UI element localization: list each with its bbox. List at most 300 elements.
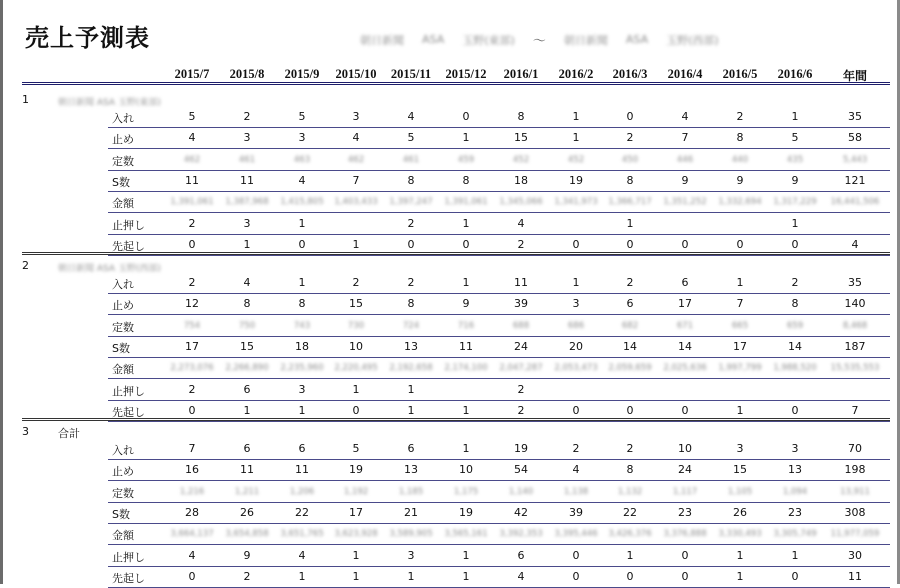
table-cell: 6	[517, 548, 525, 562]
table-cell: 665	[731, 320, 749, 331]
table-cell: 0	[681, 548, 689, 562]
table-cell: 6	[243, 442, 251, 455]
table-cell: 3,654,858	[225, 529, 269, 540]
table-cell: 750	[238, 320, 256, 331]
table-cell: 8	[791, 297, 799, 311]
row-label: 金額	[112, 363, 134, 377]
table-cell: 8	[462, 173, 470, 187]
table-cell: 1,341,973	[554, 197, 598, 208]
table-cell: 11	[848, 569, 862, 583]
table-cell: 4	[851, 237, 859, 251]
table-cell: 0	[462, 110, 470, 123]
table-cell: 1	[352, 548, 360, 562]
table-cell: 1,206	[289, 486, 315, 497]
table-cell: 15	[514, 131, 528, 145]
table-cell: 1	[462, 569, 470, 583]
table-cell: 14	[788, 339, 802, 353]
table-cell: 1,117	[672, 486, 698, 497]
table-cell: 1	[736, 548, 744, 562]
row-label: 金額	[112, 529, 134, 543]
table-cell: 1	[462, 216, 470, 230]
table-cell: 2	[407, 216, 415, 230]
table-cell: 0	[791, 569, 799, 583]
table-cell: 1,211	[234, 486, 260, 497]
row-label: 先起し	[112, 239, 145, 253]
table-cell: 0	[572, 569, 580, 583]
table-cell: 23	[788, 505, 802, 519]
section-name: 合計	[58, 427, 80, 440]
table-cell: 1,094	[782, 486, 808, 497]
table-cell: 682	[621, 320, 639, 331]
table-cell: 15,535,553	[830, 363, 880, 374]
table-cell: 1	[243, 237, 251, 251]
table-cell: 3	[791, 442, 799, 455]
table-cell: 16	[185, 463, 199, 477]
table-cell: 11	[295, 463, 309, 477]
row-label: 入れ	[112, 112, 134, 125]
column-header-month: 2016/5	[722, 67, 758, 81]
table-cell: 2	[188, 382, 196, 396]
row-label: 止め	[112, 465, 134, 479]
table-cell: 4	[298, 173, 306, 187]
table-cell: 6	[626, 297, 634, 311]
table-cell: 26	[240, 505, 254, 519]
table-cell: 9	[462, 297, 470, 311]
table-cell: 2	[517, 382, 525, 396]
table-cell: 4	[517, 569, 525, 583]
table-row	[0, 272, 900, 294]
row-label: 定数	[112, 486, 134, 500]
table-cell: 2	[572, 442, 580, 455]
section-number: 1	[22, 93, 29, 106]
table-cell: 9	[681, 173, 689, 187]
table-cell: 461	[402, 154, 420, 165]
table-row	[0, 379, 900, 401]
table-cell: 0	[626, 569, 634, 583]
table-cell: 28	[185, 505, 199, 519]
table-cell: 1	[298, 276, 306, 289]
table-cell: 4	[188, 548, 196, 562]
table-cell: 2	[188, 216, 196, 230]
table-cell: 18	[295, 339, 309, 353]
section-name: 朝日新聞 ASA 玉野(西部)	[58, 264, 161, 274]
header-range	[360, 30, 719, 49]
column-header-month: 2015/7	[174, 67, 210, 81]
table-cell: 3,651,765	[280, 529, 324, 540]
table-cell: 2	[626, 442, 634, 455]
table-cell: 2	[188, 276, 196, 289]
table-cell: 15	[349, 297, 363, 311]
table-cell: 0	[188, 403, 196, 417]
table-cell: 2,192,658	[389, 363, 433, 374]
column-header-month: 2015/11	[390, 67, 432, 81]
table-cell: 1	[736, 569, 744, 583]
table-cell: 4	[517, 216, 525, 230]
table-cell: 7	[851, 403, 859, 417]
row-label: S数	[112, 341, 130, 355]
table-cell: 3,305,749	[773, 529, 817, 540]
table-cell: 20	[569, 339, 583, 353]
table-cell: 686	[567, 320, 585, 331]
table-cell: 0	[681, 569, 689, 583]
table-cell: 3,376,888	[663, 529, 707, 540]
table-cell: 19	[514, 442, 528, 455]
table-cell: 2,053,473	[554, 363, 598, 374]
table-row	[0, 191, 900, 213]
table-row	[0, 459, 900, 481]
table-cell: 19	[569, 173, 583, 187]
table-cell: 30	[848, 548, 862, 562]
table-cell: 1	[462, 442, 470, 455]
table-cell: 2	[626, 131, 634, 145]
table-cell: 3,664,137	[170, 529, 214, 540]
table-cell: 743	[293, 320, 311, 331]
table-cell: 7	[736, 297, 744, 311]
table-cell: 2	[352, 276, 360, 289]
row-label: 止押し	[112, 218, 145, 232]
table-cell: 0	[626, 403, 634, 417]
table-cell: 1	[736, 276, 744, 289]
table-cell: 10	[678, 442, 692, 455]
table-cell: 1,351,252	[663, 197, 707, 208]
column-header-month: 2016/6	[777, 67, 813, 81]
table-cell: 14	[678, 339, 692, 353]
header-double-rule	[22, 82, 890, 85]
table-cell: 1,140	[508, 486, 534, 497]
table-cell: 18	[514, 173, 528, 187]
table-cell: 2	[517, 403, 525, 417]
table-cell: 16,441,506	[830, 197, 880, 208]
table-cell: 1	[407, 569, 415, 583]
table-cell: 6	[681, 276, 689, 289]
range-from-area: 玉野(東部)	[462, 33, 515, 47]
table-cell: 17	[185, 339, 199, 353]
table-cell: 9	[791, 173, 799, 187]
table-cell: 9	[243, 548, 251, 562]
table-row	[0, 149, 900, 171]
page-title: 売上予測表	[25, 23, 150, 52]
table-cell: 6	[243, 382, 251, 396]
table-cell: 0	[572, 548, 580, 562]
table-cell: 19	[459, 505, 473, 519]
table-cell: 2	[626, 276, 634, 289]
table-cell: 6	[407, 442, 415, 455]
table-cell: 730	[347, 320, 365, 331]
table-cell: 1	[462, 131, 470, 145]
table-cell: 446	[676, 154, 694, 165]
table-cell: 26	[733, 505, 747, 519]
table-cell: 3,330,493	[718, 529, 762, 540]
column-header-month: 2016/3	[612, 67, 648, 81]
range-from-asa: ASA	[422, 33, 445, 46]
table-cell: 5	[298, 110, 306, 123]
table-cell: 70	[848, 442, 862, 455]
row-label: 定数	[112, 154, 134, 168]
table-row	[0, 293, 900, 315]
table-cell: 11	[514, 276, 528, 289]
table-cell: 17	[678, 297, 692, 311]
row-label: 先起し	[112, 405, 145, 419]
table-cell: 12	[185, 297, 199, 311]
table-cell: 0	[736, 237, 744, 251]
table-cell: 0	[791, 237, 799, 251]
section-number: 3	[22, 425, 29, 438]
column-header-month: 2016/2	[558, 67, 594, 81]
table-cell: 2,174,100	[444, 363, 488, 374]
table-cell: 35	[848, 110, 862, 123]
table-cell: 11,977,059	[830, 529, 880, 540]
table-cell: 14	[623, 339, 637, 353]
table-cell: 1,387,968	[225, 197, 269, 208]
table-cell: 2,059,659	[608, 363, 652, 374]
table-cell: 21	[404, 505, 418, 519]
table-cell: 1,185	[398, 486, 424, 497]
table-cell: 2	[243, 110, 251, 123]
table-cell: 1,216	[179, 486, 205, 497]
table-cell: 0	[626, 110, 634, 123]
table-cell: 11	[185, 173, 199, 187]
column-header-month: 2015/12	[445, 67, 487, 81]
table-cell: 452	[567, 154, 585, 165]
table-cell: 463	[293, 154, 311, 165]
table-cell: 9	[736, 173, 744, 187]
table-cell: 1,317,229	[773, 197, 817, 208]
table-cell: 8	[626, 173, 634, 187]
row-label: 定数	[112, 320, 134, 334]
table-cell: 2	[517, 237, 525, 251]
table-cell: 42	[514, 505, 528, 519]
table-cell: 2,266,890	[225, 363, 269, 374]
table-cell: 54	[514, 463, 528, 477]
table-row	[0, 438, 900, 460]
table-cell: 6	[298, 442, 306, 455]
table-cell: 1,403,433	[334, 197, 378, 208]
column-header-month: 2015/9	[284, 67, 320, 81]
table-row	[0, 523, 900, 545]
table-cell: 121	[844, 173, 866, 187]
table-cell: 3,589,905	[389, 529, 433, 540]
table-cell: 1	[298, 569, 306, 583]
table-row	[0, 545, 900, 567]
table-cell: 671	[676, 320, 694, 331]
table-cell: 4	[572, 463, 580, 477]
table-cell: 8	[243, 297, 251, 311]
table-cell: 1	[736, 403, 744, 417]
table-cell: 461	[238, 154, 256, 165]
table-cell: 1	[791, 216, 799, 230]
column-header-month: 2015/10	[335, 67, 377, 81]
column-header-annual: 年間	[842, 69, 867, 83]
table-cell: 1,105	[727, 486, 753, 497]
table-cell: 716	[457, 320, 475, 331]
table-cell: 1,391,061	[170, 197, 214, 208]
row-label: 止押し	[112, 550, 145, 564]
table-cell: 11	[240, 463, 254, 477]
table-cell: 0	[572, 237, 580, 251]
table-cell: 0	[352, 403, 360, 417]
table-cell: 2	[243, 569, 251, 583]
table-cell: 3	[572, 297, 580, 311]
row-label: 止め	[112, 133, 134, 147]
table-cell: 10	[349, 339, 363, 353]
table-cell: 13	[404, 463, 418, 477]
table-row	[0, 127, 900, 149]
table-cell: 688	[512, 320, 530, 331]
table-cell: 1	[572, 276, 580, 289]
table-cell: 11	[459, 339, 473, 353]
table-cell: 4	[352, 131, 360, 145]
table-cell: 462	[347, 154, 365, 165]
section-number: 2	[22, 259, 29, 272]
table-cell: 4	[188, 131, 196, 145]
table-cell: 1,138	[563, 486, 589, 497]
row-label: 金額	[112, 197, 134, 211]
table-cell: 13	[788, 463, 802, 477]
table-cell: 3,565,161	[444, 529, 488, 540]
table-cell: 3	[298, 131, 306, 145]
row-label: 入れ	[112, 278, 134, 291]
table-row	[0, 213, 900, 235]
table-cell: 1	[298, 403, 306, 417]
table-cell: 5	[791, 131, 799, 145]
row-label: 入れ	[112, 444, 134, 457]
table-cell: 5	[352, 442, 360, 455]
column-header-month: 2016/1	[503, 67, 539, 81]
table-cell: 1	[352, 237, 360, 251]
table-cell: 58	[848, 131, 862, 145]
table-cell: 39	[569, 505, 583, 519]
table-row	[0, 357, 900, 379]
table-cell: 1	[298, 216, 306, 230]
table-cell: 17	[733, 339, 747, 353]
table-cell: 1,332,694	[718, 197, 762, 208]
table-cell: 0	[572, 403, 580, 417]
table-cell: 3,395,446	[554, 529, 598, 540]
table-cell: 659	[786, 320, 804, 331]
table-cell: 1	[407, 403, 415, 417]
table-cell: 452	[512, 154, 530, 165]
table-cell: 8,468	[842, 320, 868, 331]
table-cell: 1,415,805	[280, 197, 324, 208]
table-cell: 1	[462, 276, 470, 289]
table-cell: 0	[188, 569, 196, 583]
table-cell: 2	[407, 276, 415, 289]
table-cell: 4	[407, 110, 415, 123]
table-cell: 0	[407, 237, 415, 251]
row-label: 止押し	[112, 384, 145, 398]
table-cell: 2	[791, 276, 799, 289]
table-cell: 5	[188, 110, 196, 123]
table-cell: 24	[678, 463, 692, 477]
table-cell: 35	[848, 276, 862, 289]
table-cell: 308	[844, 505, 866, 519]
table-cell: 3,392,353	[499, 529, 543, 540]
table-cell: 5,443	[842, 154, 868, 165]
table-cell: 4	[298, 548, 306, 562]
table-cell: 1,988,520	[773, 363, 817, 374]
table-cell: 3,426,376	[608, 529, 652, 540]
table-cell: 1	[626, 216, 634, 230]
column-header-row	[0, 67, 900, 83]
table-cell: 13,911	[840, 486, 870, 497]
table-cell: 8	[517, 110, 525, 123]
table-row	[0, 106, 900, 128]
table-row	[0, 170, 900, 192]
row-label: 止め	[112, 299, 134, 313]
table-cell: 450	[621, 154, 639, 165]
table-cell: 0	[188, 237, 196, 251]
table-cell: 3	[298, 382, 306, 396]
column-header-month: 2016/4	[667, 67, 703, 81]
row-label: 先起し	[112, 571, 145, 585]
table-cell: 7	[188, 442, 196, 455]
table-row	[0, 502, 900, 524]
table-cell: 1	[352, 382, 360, 396]
table-row	[0, 566, 900, 588]
table-cell: 8	[736, 131, 744, 145]
table-cell: 1,175	[453, 486, 479, 497]
table-cell: 0	[681, 403, 689, 417]
section-separator	[22, 252, 890, 255]
range-from-newspaper: 朝日新聞	[360, 33, 404, 47]
table-cell: 1	[572, 110, 580, 123]
table-cell: 2	[736, 110, 744, 123]
table-cell: 0	[298, 237, 306, 251]
table-cell: 8	[407, 173, 415, 187]
table-cell: 8	[626, 463, 634, 477]
table-cell: 23	[678, 505, 692, 519]
table-cell: 7	[352, 173, 360, 187]
table-cell: 1,192	[343, 486, 369, 497]
table-cell: 1,391,061	[444, 197, 488, 208]
table-cell: 13	[404, 339, 418, 353]
table-cell: 724	[402, 320, 420, 331]
row-label: S数	[112, 507, 130, 521]
table-cell: 17	[349, 505, 363, 519]
table-cell: 1	[791, 548, 799, 562]
table-cell: 2,047,287	[499, 363, 543, 374]
range-to-newspaper: 朝日新聞	[563, 33, 608, 47]
table-cell: 1	[243, 403, 251, 417]
table-cell: 3	[243, 131, 251, 145]
table-cell: 1	[572, 131, 580, 145]
table-cell: 8	[298, 297, 306, 311]
table-cell: 4	[243, 276, 251, 289]
table-cell: 10	[459, 463, 473, 477]
range-tilde: 〜	[532, 34, 546, 49]
table-cell: 440	[731, 154, 749, 165]
table-cell: 3	[407, 548, 415, 562]
table-cell: 1	[352, 569, 360, 583]
table-cell: 22	[295, 505, 309, 519]
table-cell: 1	[462, 403, 470, 417]
row-label: S数	[112, 175, 130, 189]
table-cell: 1	[407, 382, 415, 396]
table-cell: 3	[243, 216, 251, 230]
table-cell: 187	[844, 339, 866, 353]
table-cell: 0	[791, 403, 799, 417]
table-cell: 3,623,928	[334, 529, 378, 540]
table-cell: 1,345,066	[499, 197, 543, 208]
table-cell: 24	[514, 339, 528, 353]
table-cell: 2,235,960	[280, 363, 324, 374]
table-cell: 462	[183, 154, 201, 165]
table-cell: 3	[352, 110, 360, 123]
table-cell: 1,997,799	[718, 363, 762, 374]
range-to-area: 玉野(西部)	[666, 33, 719, 47]
table-row	[0, 481, 900, 503]
table-row	[0, 336, 900, 358]
